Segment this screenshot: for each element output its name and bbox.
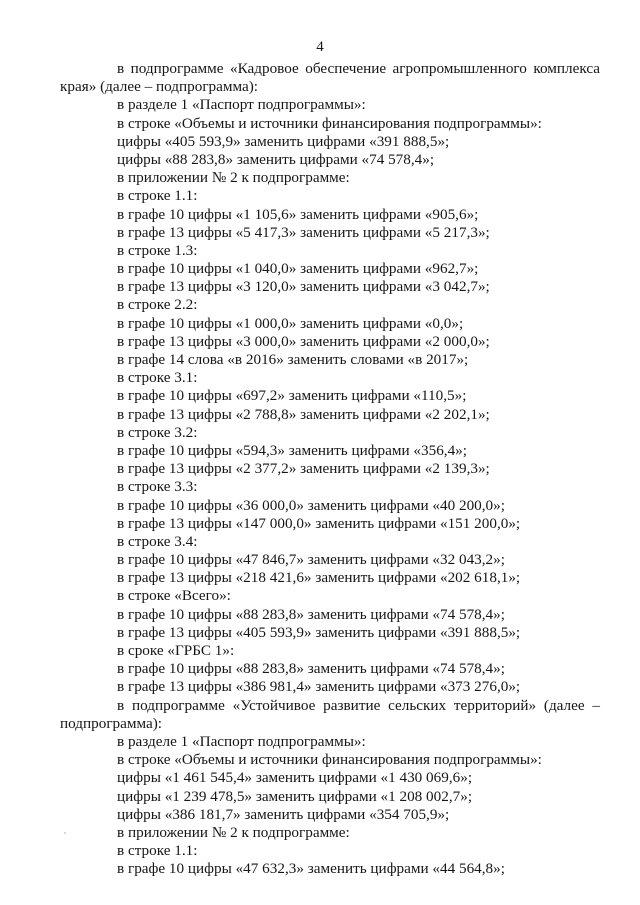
text-line: в графе 10 цифры «36 000,0» заменить цифрами «40 200,0»; (117, 496, 505, 514)
scan-speck (64, 832, 66, 834)
text-line: в графе 13 цифры «218 421,6» заменить цифрами «202 618,1»; (117, 569, 521, 587)
text-line: в строке 3.4: (117, 532, 198, 550)
text-line: в строке 1.1: (117, 187, 198, 205)
text-line: в разделе 1 «Паспорт подпрограммы»: (117, 732, 366, 750)
text-line: в строке 1.3: (117, 241, 198, 259)
text-line: в графе 10 цифры «1 040,0» заменить цифрами «962,7»; (117, 260, 479, 278)
text-line: в графе 10 цифры «697,2» заменить цифрами «110,5»; (117, 387, 467, 405)
text-line: в приложении № 2 к подпрограмме: (117, 823, 350, 841)
text-line: цифры «1 239 478,5» заменить цифрами «1 208 002,7»; (117, 787, 473, 805)
text-line: в графе 13 цифры «386 981,4» заменить цифрами «373 276,0»; (117, 678, 521, 696)
text-line: в графе 10 цифры «1 105,6» заменить цифрами «905,6»; (117, 205, 479, 223)
text-line: в строке 2.2: (117, 296, 198, 314)
text-line: края» (далее – подпрограмма): (60, 78, 259, 96)
text-line: в строке «Всего»: (117, 587, 231, 605)
text-line: в строке «Объемы и источники финансирования подпрограммы»: (117, 751, 542, 769)
text-line: в графе 10 цифры «47 632,3» заменить цифрами «44 564,8»; (117, 860, 505, 878)
text-line: в подпрограмме «Устойчивое развитие сельских территорий» (далее – (117, 696, 600, 714)
text-line: в графе 13 цифры «147 000,0» заменить цифрами «151 200,0»; (117, 514, 521, 532)
text-line: цифры «405 593,9» заменить цифрами «391 888,5»; (117, 132, 450, 150)
text-line: цифры «386 181,7» заменить цифрами «354 705,9»; (117, 805, 450, 823)
text-line: в строке 3.2: (117, 423, 198, 441)
text-line: цифры «88 283,8» заменить цифрами «74 578,4»; (117, 150, 435, 168)
text-line: цифры «1 461 545,4» заменить цифрами «1 430 069,6»; (117, 769, 473, 787)
text-line: в графе 10 цифры «88 283,8» заменить цифрами «74 578,4»; (117, 605, 505, 623)
text-line: в строке 3.1: (117, 369, 198, 387)
page-number: 4 (316, 39, 324, 55)
text-line: в графе 10 цифры «88 283,8» заменить цифрами «74 578,4»; (117, 660, 505, 678)
text-line: в строке «Объемы и источники финансирования подпрограммы»: (117, 114, 542, 132)
text-line: в графе 10 цифры «47 846,7» заменить цифрами «32 043,2»; (117, 551, 505, 569)
text-line: в графе 13 цифры «5 417,3» заменить цифрами «5 217,3»; (117, 223, 490, 241)
text-line: в графе 10 цифры «594,3» заменить цифрами «356,4»; (117, 441, 467, 459)
text-line: в разделе 1 «Паспорт подпрограммы»: (117, 96, 366, 114)
text-line: в графе 13 цифры «2 788,8» заменить цифрами «2 202,1»; (117, 405, 490, 423)
text-line: в приложении № 2 к подпрограмме: (117, 169, 350, 187)
text-line: в графе 13 цифры «2 377,2» заменить цифрами «2 139,3»; (117, 460, 490, 478)
text-line: в графе 14 слова «в 2016» заменить словами «в 2017»; (117, 351, 469, 368)
text-line: в графе 13 цифры «3 120,0» заменить цифрами «3 042,7»; (117, 278, 490, 296)
text-line: в подпрограмме «Кадровое обеспечение агропромышленного комплекса (117, 60, 600, 77)
text-line: в сроке «ГРБС 1»: (117, 642, 235, 659)
text-line: подпрограмма): (60, 714, 163, 732)
text-line: в графе 10 цифры «1 000,0» заменить цифрами «0,0»; (117, 314, 464, 332)
text-line: в графе 13 цифры «3 000,0» заменить цифрами «2 000,0»; (117, 332, 490, 350)
text-line: в графе 13 цифры «405 593,9» заменить цифрами «391 888,5»; (117, 623, 521, 641)
text-line: в строке 1.1: (117, 842, 198, 860)
document-body (60, 60, 600, 878)
text-line: в строке 3.3: (117, 478, 198, 496)
